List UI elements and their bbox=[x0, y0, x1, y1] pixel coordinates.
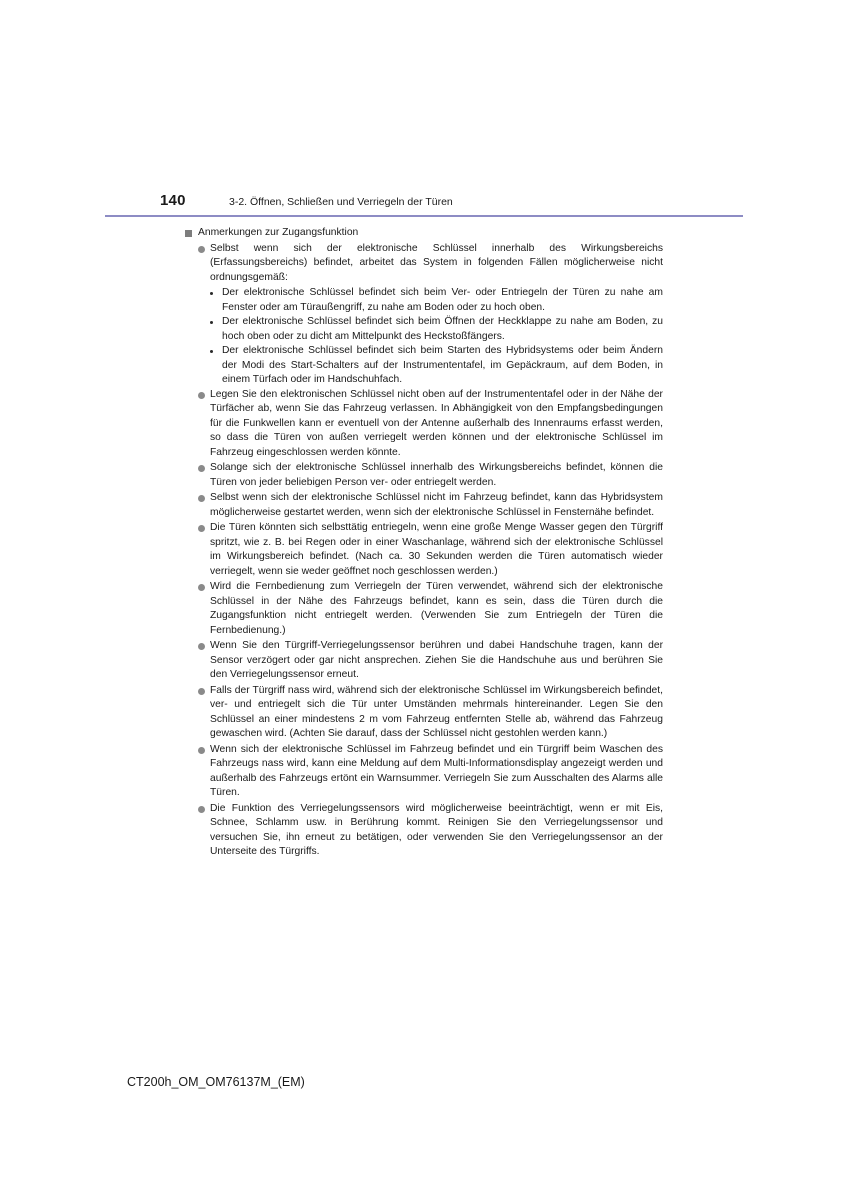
page-number: 140 bbox=[160, 192, 186, 209]
small-dot-icon bbox=[210, 321, 213, 324]
subsection-heading bbox=[185, 226, 663, 241]
list-item: Wenn sich der elektronische Schlüssel im Fahrzeug befindet und ein Türgriff beim Waschen des Fahrzeugs nass wird, kann eine Meldung auf dem Multi-Informationsdisplay angezeigt werden und außerhalb des Fahrzeugs ertönt ein Warnsummer. Verriegeln Sie zum Ausschalten des Alarms alle Türen. bbox=[185, 743, 663, 801]
circle-bullet-icon bbox=[198, 465, 205, 472]
sub-list-item: Der elektronische Schlüssel befindet sich beim Öffnen der Heckklappe zu nahe am Boden, zu hoch oben oder zu dicht am Mittelpunkt des Heckstoßfängers. bbox=[185, 315, 663, 344]
circle-bullet-icon bbox=[198, 525, 205, 532]
list-item: Wenn Sie den Türgriff-Verriegelungssensor berühren und dabei Handschuhe tragen, kann der Sensor verzögert oder gar nicht ansprechen. Ziehen Sie die Handschuhe aus und berühren Sie den Verriegelungssensor erneut. bbox=[185, 639, 663, 683]
small-dot-icon bbox=[210, 350, 213, 353]
section-title: 3-2. Öffnen, Schließen und Verriegeln der Türen bbox=[229, 196, 453, 208]
circle-bullet-icon bbox=[198, 747, 205, 754]
list-item: Solange sich der elektronische Schlüssel innerhalb des Wirkungsbereichs befindet, können die Türen von jeder beliebigen Person ver- oder entriegelt werden. bbox=[185, 461, 663, 490]
heading-text: Anmerkungen zur Zugangsfunktion bbox=[198, 227, 359, 238]
circle-bullet-icon bbox=[198, 495, 205, 502]
list-item: Selbst wenn sich der elektronische Schlüssel nicht im Fahrzeug befindet, kann das Hybridsystem möglicherweise gestartet werden, wenn sich der elektronische Schlüssel in Fensternähe befindet. bbox=[185, 491, 663, 520]
list-item: Wird die Fernbedienung zum Verriegeln der Türen verwendet, während sich der elektronische Schlüssel in der Nähe des Fahrzeugs befindet, kann es sein, dass die Türen durch die Zugangsfunktion nicht entriegelt werden. (Verwenden Sie zum Entriegeln der Türen die Fernbedienung.) bbox=[185, 580, 663, 638]
sub-list-item: Der elektronische Schlüssel befindet sich beim Ver- oder Entriegeln der Türen zu nahe am Fenster oder am Türaußengriff, zu nahe am Boden oder zu hoch oben. bbox=[185, 286, 663, 315]
content bbox=[185, 226, 663, 861]
list-item: Die Türen könnten sich selbsttätig entriegeln, wenn eine große Menge Wasser gegen den Türgriff spritzt, wie z. B. bei Regen oder in einer Waschanlage, während sich der elektronische Schlüssel im Wirkungsbereich befindet. (Nach ca. 30 Sekunden werden die Türen automatisch wieder verriegelt, wenn sie weder geöffnet noch geschlossen werden.) bbox=[185, 521, 663, 579]
square-bullet-icon bbox=[185, 230, 192, 237]
list-item: Selbst wenn sich der elektronische Schlüssel innerhalb des Wirkungsbereichs (Erfassungsbereichs) befindet, arbeitet das System in folgenden Fällen möglicherweise nicht ordnungsgemäß: bbox=[185, 242, 663, 286]
list-item: Die Funktion des Verriegelungssensors wird möglicherweise beeinträchtigt, wenn er mit Eis, Schnee, Schlamm usw. in Berührung kommt. Reinigen Sie den Verriegelungssensor und versuchen Sie, ihn erneut zu betätigen, oder verwenden Sie den Verriegelungssensor an der Unterseite des Türgriffs. bbox=[185, 802, 663, 860]
header-rule bbox=[105, 215, 743, 217]
circle-bullet-icon bbox=[198, 643, 205, 650]
circle-bullet-icon bbox=[198, 246, 205, 253]
circle-bullet-icon bbox=[198, 392, 205, 399]
list-item: Falls der Türgriff nass wird, während sich der elektronische Schlüssel im Wirkungsbereich befindet, ver- und entriegelt sich die Tür unter Umständen mehrmals hintereinander. Legen Sie den Schlüssel an einer mindestens 2 m vom Fahrzeug entfernten Stelle ab, während das Fahrzeug gewaschen wird. (Achten Sie darauf, dass der Schlüssel nicht gestohlen werden kann.) bbox=[185, 684, 663, 742]
circle-bullet-icon bbox=[198, 688, 205, 695]
footer-code: CT200h_OM_OM76137M_(EM) bbox=[127, 1075, 305, 1089]
small-dot-icon bbox=[210, 292, 213, 295]
circle-bullet-icon bbox=[198, 584, 205, 591]
sub-list-item: Der elektronische Schlüssel befindet sich beim Starten des Hybridsystems oder beim Ändern der Modi des Start-Schalters auf der Instrumententafel, im Gepäckraum, auf dem Boden, in einem Türfach oder im Handschuhfach. bbox=[185, 344, 663, 388]
circle-bullet-icon bbox=[198, 806, 205, 813]
list-item: Legen Sie den elektronischen Schlüssel nicht oben auf der Instrumententafel oder in der Nähe der Türfächer ab, wenn Sie das Fahrzeug verlassen. In Abhängigkeit von den Empfangsbedingungen für die Funkwellen kann er eventuell von der Antenne außerhalb des Innenraums erfasst werden, so dass die Türen von außen verriegelt werden können und der elektronische Schlüssel im Fahrzeug eingeschlossen werden könnte. bbox=[185, 388, 663, 461]
